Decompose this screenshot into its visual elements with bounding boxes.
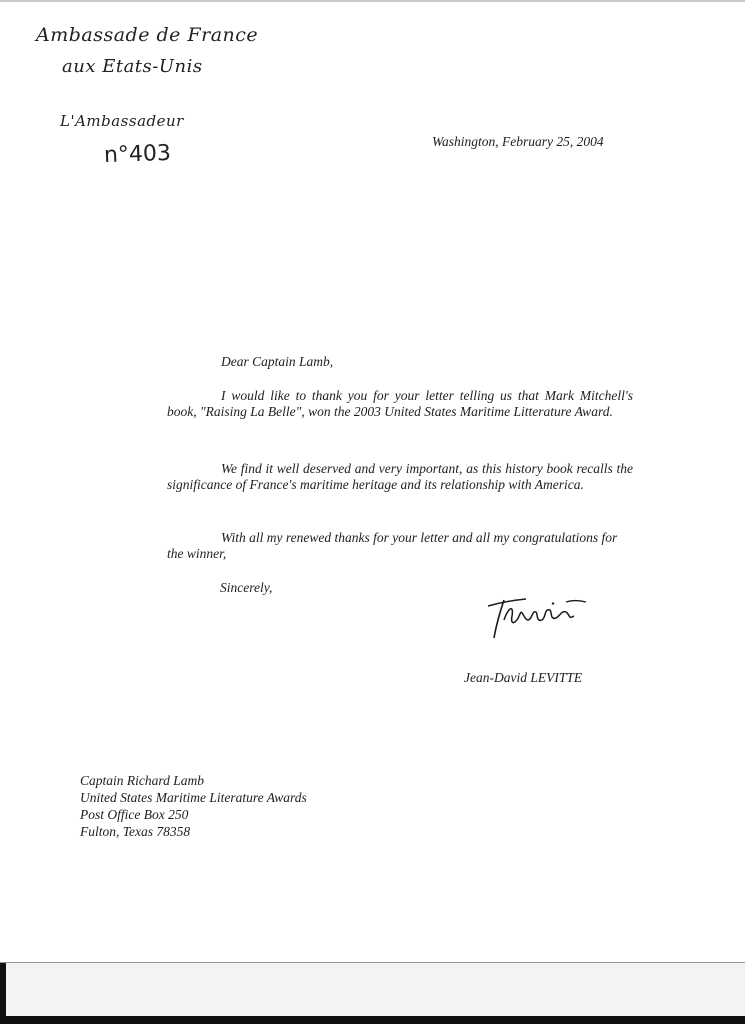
body-paragraph: I would like to thank you for your letter telling us that Mark Mitchell's book, "Raising La Belle", won the 2003 United States Maritime Litterature Award. <box>167 388 633 419</box>
scan-dark-edge <box>0 1016 745 1024</box>
scan-dark-edge <box>0 963 6 1024</box>
body-paragraph: We find it well deserved and very important, as this history book recalls the significance of France's maritime heritage and its relationship with America. <box>167 461 633 492</box>
address-line: Post Office Box 250 <box>80 807 189 822</box>
signer-name: Jean-David LEVITTE <box>464 670 583 685</box>
salutation: Dear Captain Lamb, <box>221 354 334 369</box>
letter-date: Washington, February 25, 2004 <box>432 134 604 149</box>
body-paragraph: With all my renewed thanks for your letter and all my congratulations for the winner, <box>167 530 618 561</box>
letterhead-embassy: Ambassade de France <box>36 24 259 46</box>
letterhead-title: L'Ambassadeur <box>60 112 184 130</box>
closing: Sincerely, <box>220 580 273 595</box>
scan-top-edge <box>0 0 745 2</box>
letterhead-country: aux Etats-Unis <box>62 56 203 77</box>
handwritten-reference-number: n°403 <box>103 140 172 169</box>
address-line: Captain Richard Lamb <box>80 773 205 788</box>
address-line: Fulton, Texas 78358 <box>80 824 191 839</box>
recipient-address <box>80 772 307 840</box>
signature-image <box>482 590 592 642</box>
scan-background <box>0 963 745 1024</box>
address-line: United States Maritime Literature Awards <box>80 790 307 805</box>
